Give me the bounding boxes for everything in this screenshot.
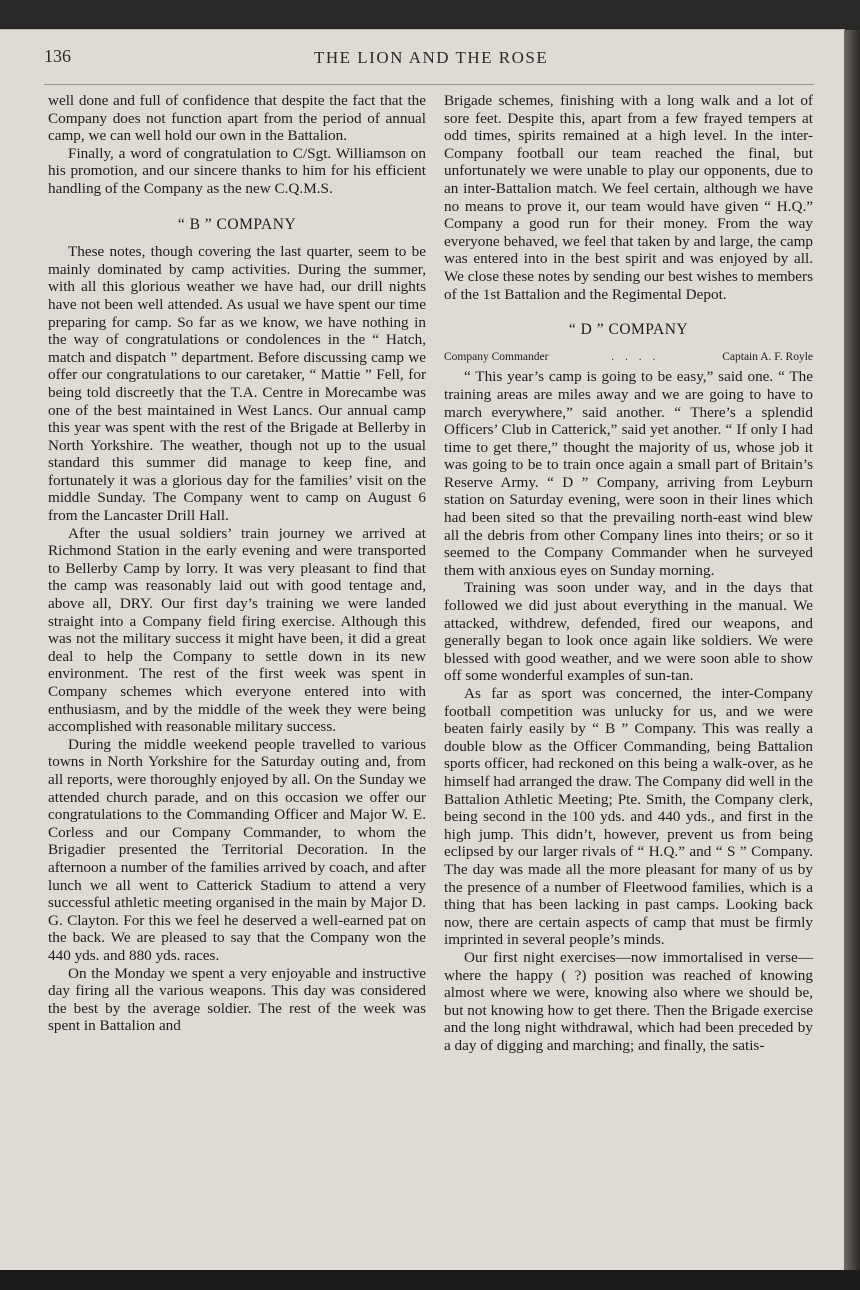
paragraph-intro-end: well done and full of confidence that despite the fact that the Company does not function apart from the period of annual camp, we can well hold our own in the Battalion. bbox=[48, 92, 426, 145]
company-commander-line bbox=[444, 349, 813, 367]
paragraph-b-monday: On the Monday we spent a very enjoyable and instructive day firing all the various weapons. This day was considered the best by the average soldier. The rest of the week was spent in Battalion and bbox=[48, 964, 426, 1035]
running-header bbox=[44, 44, 814, 85]
page-edge-shadow bbox=[844, 30, 860, 1270]
page-number: 136 bbox=[44, 46, 71, 66]
paragraph-b-monday-continued: Brigade schemes, finishing with a long walk and a lot of sore feet. Despite this, apart from a few frayed tempers at odd times, spirits remained at a high level. In the inter-Company football our team reached the final, but unfortunately we were unable to play our opponents, due to an inter-Battalion match. We feel certain, although we have no means to prove it, our team would have given “ H.Q.” Company a good run for their money. From the way everyone behaved, we feel that taken by and large, the camp was entered into in the best spirit and was enjoyed by all. We close these notes by sending our best wishes to members of the 1st Battalion and the Regimental Depot. bbox=[444, 92, 813, 303]
paragraph-b-middle-weekend: During the middle weekend people travelled to various towns in North Yorkshire for the Saturday outing and, from all reports, were thoroughly enjoyed by all. On the Sunday we attended church parade, and on this occasion we offer our congratulations to the Commanding Officer and Major W. E. Corless and our Company Commander, to whom the Brigadier presented the Territorial Decoration. In the afternoon a number of the families arrived by coach, and after lunch we all went to Catterick Stadium to attend a very successful athletic meeting organised in the main by Major D. G. Clayton. For this we feel he deserved a well-earned pat on the back. We are pleased to say that the Company won the 440 yds. and 880 yds. races. bbox=[48, 735, 426, 964]
scan-background bbox=[0, 1270, 860, 1290]
paragraph-b-train-journey: After the usual soldiers’ train journey we arrived at Richmond Station in the early evening and were transported to Bellerby Camp by lorry. It was very pleasant to find that the camp was reasonably laid out with good tentage and, above all, DRY. Our first day’s training we were landed straight into a Company field firing exercise. Although this was not the military success it might have been, it did a great deal to help the Company to settle down in its new environment. The rest of the first week was spent in Company schemes which everyone entered into with enthusiasm, and by the middle of the week they were being accomplished with reasonable military success. bbox=[48, 524, 426, 736]
officer-name: Captain A. F. Royle bbox=[722, 350, 813, 363]
paragraph-d-sport: As far as sport was concerned, the inter-Company football competition was unlucky for us, and we were beaten fairly easily by “ B ” Company. This was really a double blow as the Officer Commanding, being Battalion sports officer, had reckoned on this being a walk-over, as he himself had arranged the draw. The Company did well in the Battalion Athletic Meeting; Pte. Smith, the Company clerk, being second in the 100 yds. and 440 yds., and first in the high jump. This didn’t, however, prevent us from being eclipsed by our larger rivals of “ H.Q.” and “ S ” Company. The day was made all the more pleasant for many of us by the presence of a number of Fleetwood families, which is a thing that has been lacking in past camps. Looking back now, there are certain aspects of camp that must be firmly imprinted in several people’s minds. bbox=[444, 685, 813, 949]
left-column bbox=[48, 92, 426, 1035]
b-company-heading: “ B ” COMPANY bbox=[177, 215, 297, 233]
journal-title: THE LION AND THE ROSE bbox=[314, 48, 549, 67]
paragraph-d-night-exercises: Our first night exercises—now immortalised in verse—where the happy ( ?) position was reached of knowing almost where we were, knowing also where we should be, but not knowing how to get there. Then the Brigade exercise and the long night withdrawal, which had been preceded by a day of digging and marching; and finally, the satis- bbox=[444, 948, 813, 1054]
officer-role: Company Commander bbox=[444, 350, 549, 363]
paragraph-d-training: Training was soon under way, and in the days that followed we did just about everything in the manual. We attacked, withdrew, defended, fired our weapons, and generally began to look once again like soldiers. We were blessed with good weather, and we were soon able to show off some wonderful examples of sun-tan. bbox=[444, 579, 813, 685]
paragraph-d-camp-quotes: “ This year’s camp is going to be easy,” said one. “ The training areas are miles away and we are going to have to march everywhere,” said another. “ There’s a splendid Officers’ Club in Catterick,” said yet another. “ If only I had time to get there,” thought the majority of us, whose job it was going to be to train once again a small part of Britain’s Reserve Army. “ D ” Company, arriving from Leyburn station on Saturday evening, were soon in their lines which had been sited so that the prevailing north-east wind blew all the debris from other Company lines into theirs; or so it seemed to the Company Commander when he surveyed them with anxious eyes on Sunday morning. bbox=[444, 368, 813, 579]
right-column bbox=[444, 92, 813, 1054]
d-company-heading: “ D ” COMPANY bbox=[568, 321, 689, 339]
paragraph-b-camp-notes: These notes, though covering the last quarter, seem to be mainly dominated by camp activities. During the summer, with all this glorious weather we have had, our drill nights have not been well attended. As usual we have spent our time preparing for camp. So far as we know, we have nothing in the way of congratulations or condolences in the “ Hatch, match and dispatch ” department. Before discussing camp we offer our congratulations to our caretaker, “ Mattie ” Fell, for being told discreetly that the T.A. Centre in Morecambe was one of the best maintained in West Lancs. Our annual camp this year was spent with the rest of the Brigade at Bellerby in North Yorkshire. The weather, though not up to the usual standard this summer did manage to keep fine, and fortunately it was a glorious day for the families’ visit on the middle Sunday. The Company went to camp on August 6 from the Lancaster Drill Hall. bbox=[48, 243, 426, 525]
paragraph-finally: Finally, a word of congratulation to C/Sgt. Williamson on his promotion, and our sincere thanks to him for his efficient handling of the Company as the new C.Q.M.S. bbox=[48, 144, 426, 197]
leader-dots: . . . . bbox=[611, 350, 660, 363]
